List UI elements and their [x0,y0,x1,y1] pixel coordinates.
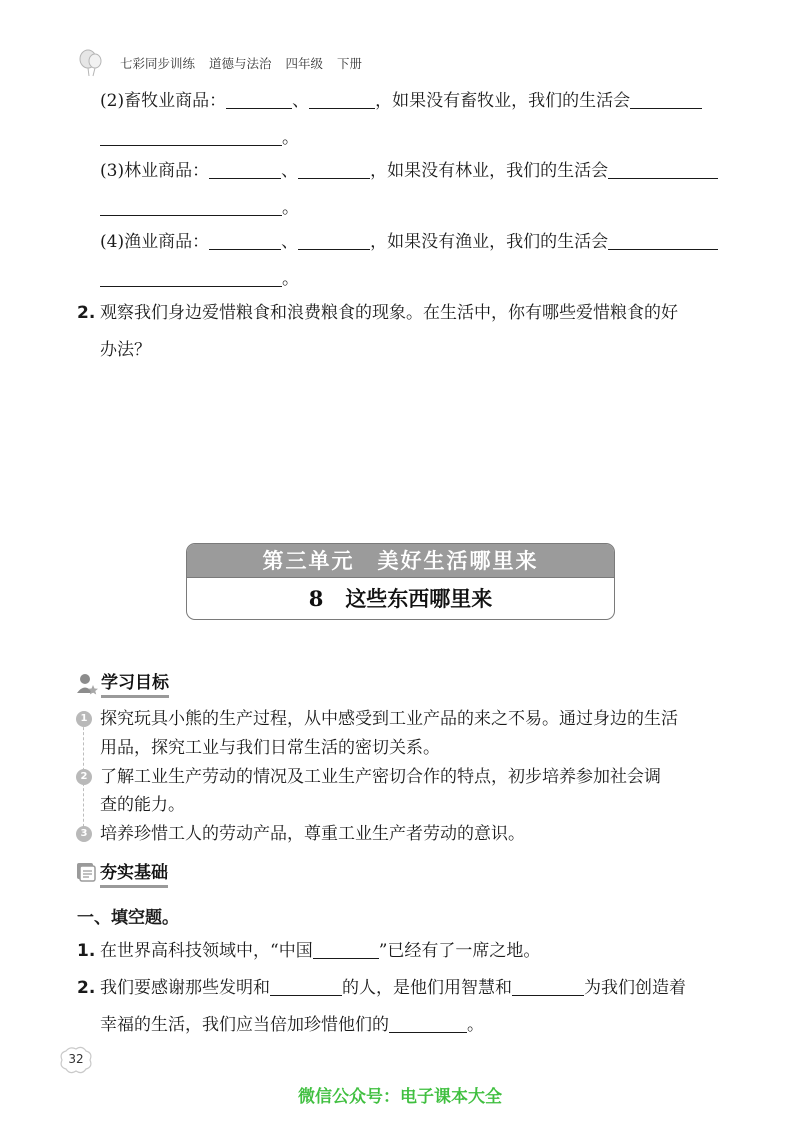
lesson-title [187,577,614,620]
q1-item-2: (2)畜牧业商品： 、 ，如果没有畜牧业，我们的生活会 [100,90,702,112]
lesson-number: 8 [308,586,324,611]
section-title-basics: 夯实基础 [100,862,168,888]
blank[interactable] [100,128,282,146]
blank[interactable] [100,198,282,216]
footer-watermark: 微信公众号：电子课本大全 [298,1087,502,1107]
q1-item-2-cont: 。 [100,127,299,149]
blank[interactable] [512,978,584,996]
q1-item-4-cont: 。 [100,268,299,290]
objective-1-line2: 用品，探究工业与我们日常生活的密切关系。 [100,738,440,758]
blank[interactable] [298,161,370,179]
header-volume: 下册 [337,56,363,71]
fill-question-2-line1: 我们要感谢那些发明和 的人，是他们用智慧和 为我们创造着 [100,978,686,998]
blank[interactable] [608,232,718,250]
blank[interactable] [100,269,282,287]
fill-question-2-line2: 幸福的生活，我们应当倍加珍惜他们的 。 [100,1015,484,1035]
header-subject: 道德与法治 [209,56,272,71]
objective-badge: 1 [76,711,92,727]
q1-item-4: (4)渔业商品： 、 ，如果没有渔业，我们的生活会 [100,231,718,253]
blank[interactable] [270,978,342,996]
blank[interactable] [209,161,281,179]
q1-item-3-cont: 。 [100,197,299,219]
blank[interactable] [209,232,281,250]
section-title-objectives: 学习目标 [101,672,169,698]
blank[interactable] [309,91,375,109]
q1-item-3: (3)林业商品： 、 ，如果没有林业，我们的生活会 [100,160,718,182]
objective-badge: 2 [76,769,92,785]
blank[interactable] [608,161,718,179]
blank[interactable] [389,1015,467,1033]
blank[interactable] [298,232,370,250]
lesson-name: 这些东西哪里来 [345,586,493,611]
question-number: 2. [77,303,96,323]
question-number: 2. [77,978,96,998]
page-number: 32 [68,1052,84,1066]
running-header [76,52,362,74]
objective-3-line1: 培养珍惜工人的劳动产品，尊重工业生产者劳动的意识。 [100,824,525,844]
title-underline [101,695,169,698]
header-grade: 四年级 [285,56,324,71]
section-heading-fill-blank: 一、填空题。 [77,908,179,928]
blank[interactable] [226,91,292,109]
notebook-icon [76,862,96,882]
blank[interactable] [630,91,702,109]
page-number-badge [58,1045,94,1075]
objective-badge: 3 [76,826,92,842]
learner-icon [76,673,98,695]
unit-title: 第三单元 美好生活哪里来 [187,544,614,577]
blank[interactable] [313,941,379,959]
title-underline [100,885,168,888]
balloon-logo-icon [76,48,106,78]
header-book: 七彩同步训练 [120,56,196,71]
q2-text-line2: 办法？ [100,340,151,360]
objective-2-line1: 了解工业生产劳动的情况及工业生产密切合作的特点，初步培养参加社会调 [100,767,661,787]
question-number: 1. [77,941,96,961]
objective-2-line2: 查的能力。 [100,795,185,815]
objective-1-line1: 探究玩具小熊的生产过程，从中感受到工业产品的来之不易。通过身边的生活 [100,709,678,729]
q2-text-line1: 观察我们身边爱惜粮食和浪费粮食的现象。在生活中，你有哪些爱惜粮食的好 [100,303,678,323]
fill-question-1: 在世界高科技领域中，“中国 ”已经有了一席之地。 [100,941,541,961]
unit-banner [186,543,615,620]
